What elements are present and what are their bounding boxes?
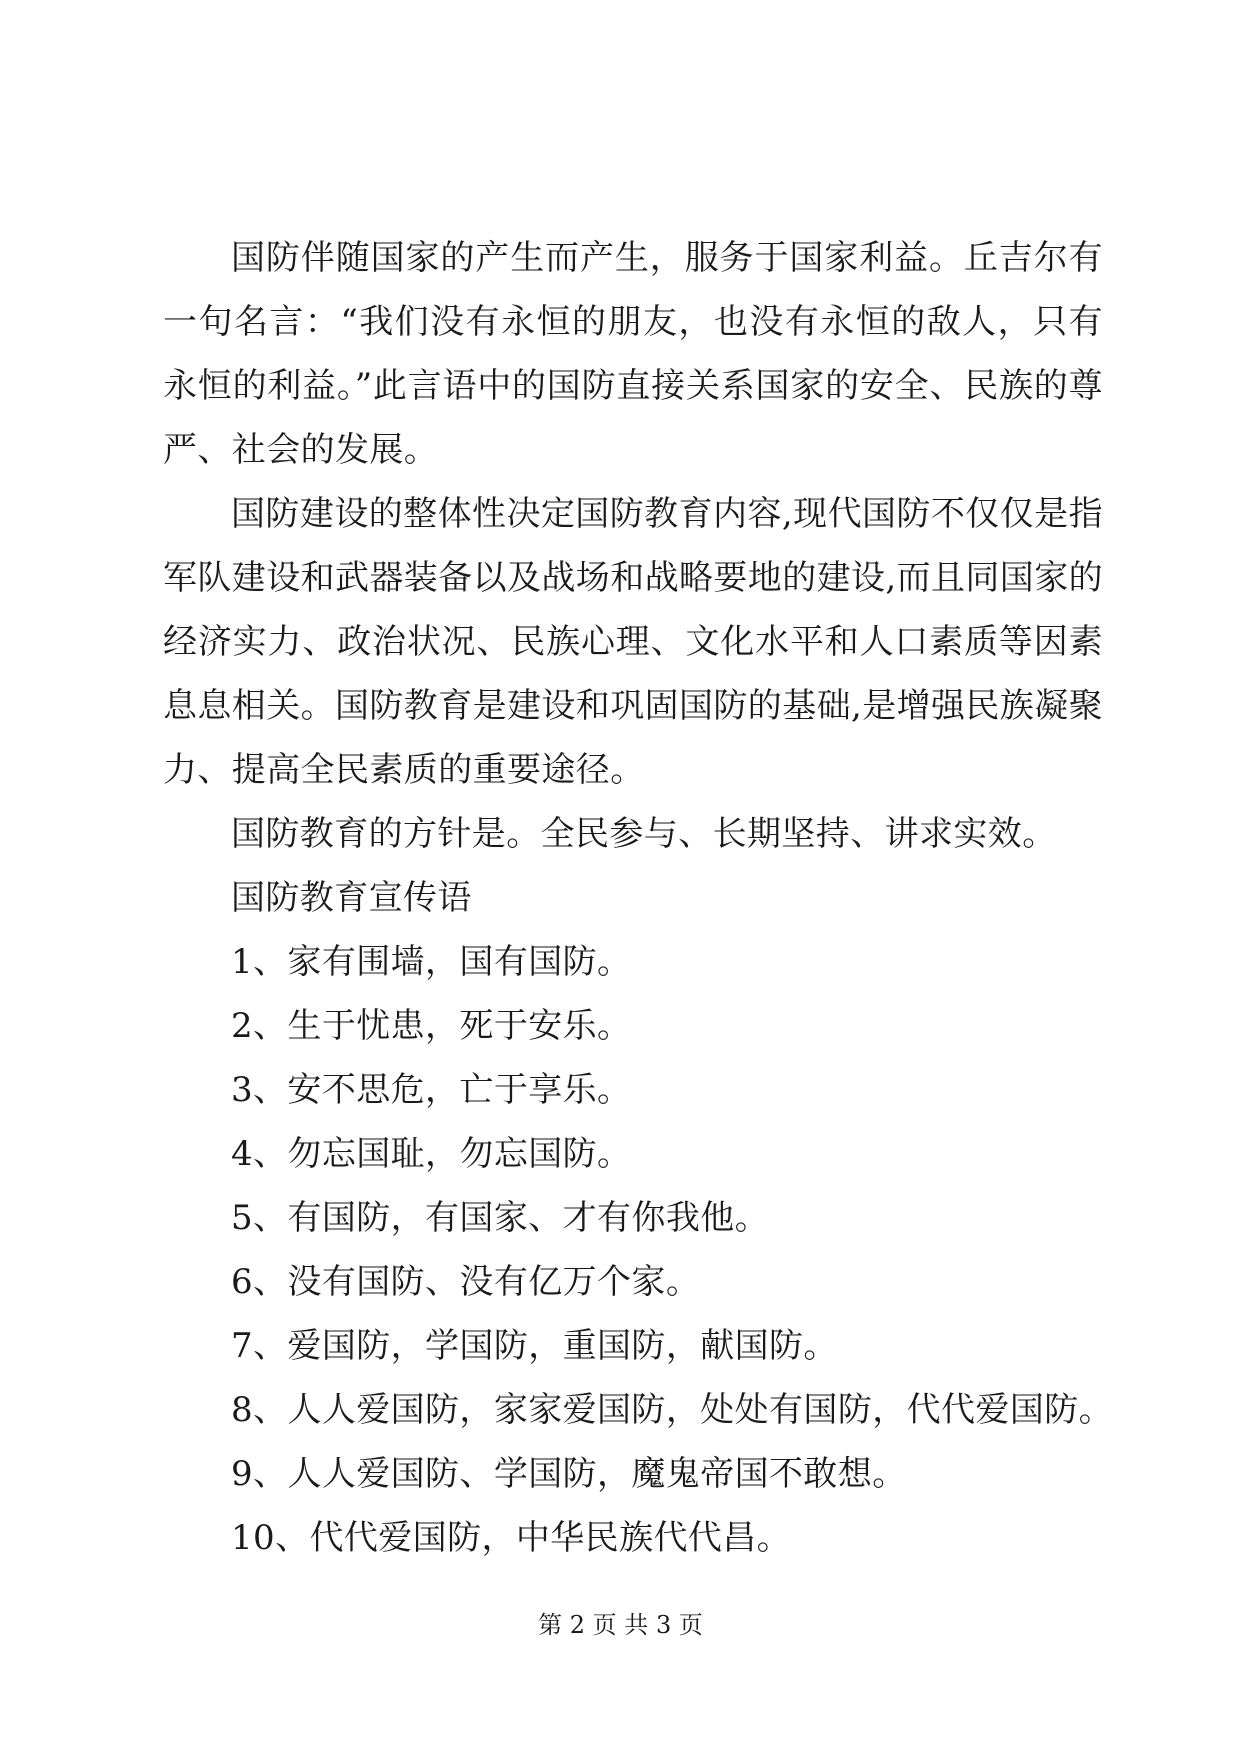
list-item: 8、人人爱国防，家家爱国防，处处有国防，代代爱国防。 [231,1390,1114,1430]
paragraph-education-policy: 国防教育的方针是。全民参与、长期坚持、讲求实效。 [231,814,1057,854]
slogans-heading: 国防教育宣传语 [231,878,472,918]
list-item: 3、安不思危，亡于享乐。 [231,1070,632,1110]
list-item: 7、爱国防，学国防，重国防，献国防。 [231,1326,838,1366]
slogan-list [163,930,1114,1570]
list-item: 4、勿忘国耻，勿忘国防。 [231,1134,632,1174]
document-body [163,226,1114,1570]
page-number-footer: 第 2 页 共 3 页 [538,1611,703,1639]
list-item: 10、代代爱国防，中华民族代代昌。 [231,1518,792,1558]
list-item: 5、有国防，有国家、才有你我他。 [231,1198,770,1238]
list-item: 9、人人爱国防、学国防，魔鬼帝国不敢想。 [231,1454,907,1494]
paragraph-national-defense-interest: 国防伴随国家的产生而产生，服务于国家利益。丘吉尔有一句名言：“我们没有永恒的朋友，也没有永恒的敌人，只有永恒的利益。”此言语中的国防直接关系国家的安全、民族的尊严、社会的发展。 [163,238,1103,470]
list-item: 6、没有国防、没有亿万个家。 [231,1262,701,1302]
list-item: 2、生于忧患，死于安乐。 [231,1006,632,1046]
list-item: 1、家有围墙，国有国防。 [231,942,632,982]
paragraph-defense-construction: 国防建设的整体性决定国防教育内容,现代国防不仅仅是指军队建设和武器装备以及战场和战略要地的建设,而且同国家的经济实力、政治状况、民族心理、文化水平和人口素质等因素息息相关。国防教育是建设和巩固国防的基础,是增强民族凝聚力、提高全民素质的重要途径。 [163,494,1104,790]
